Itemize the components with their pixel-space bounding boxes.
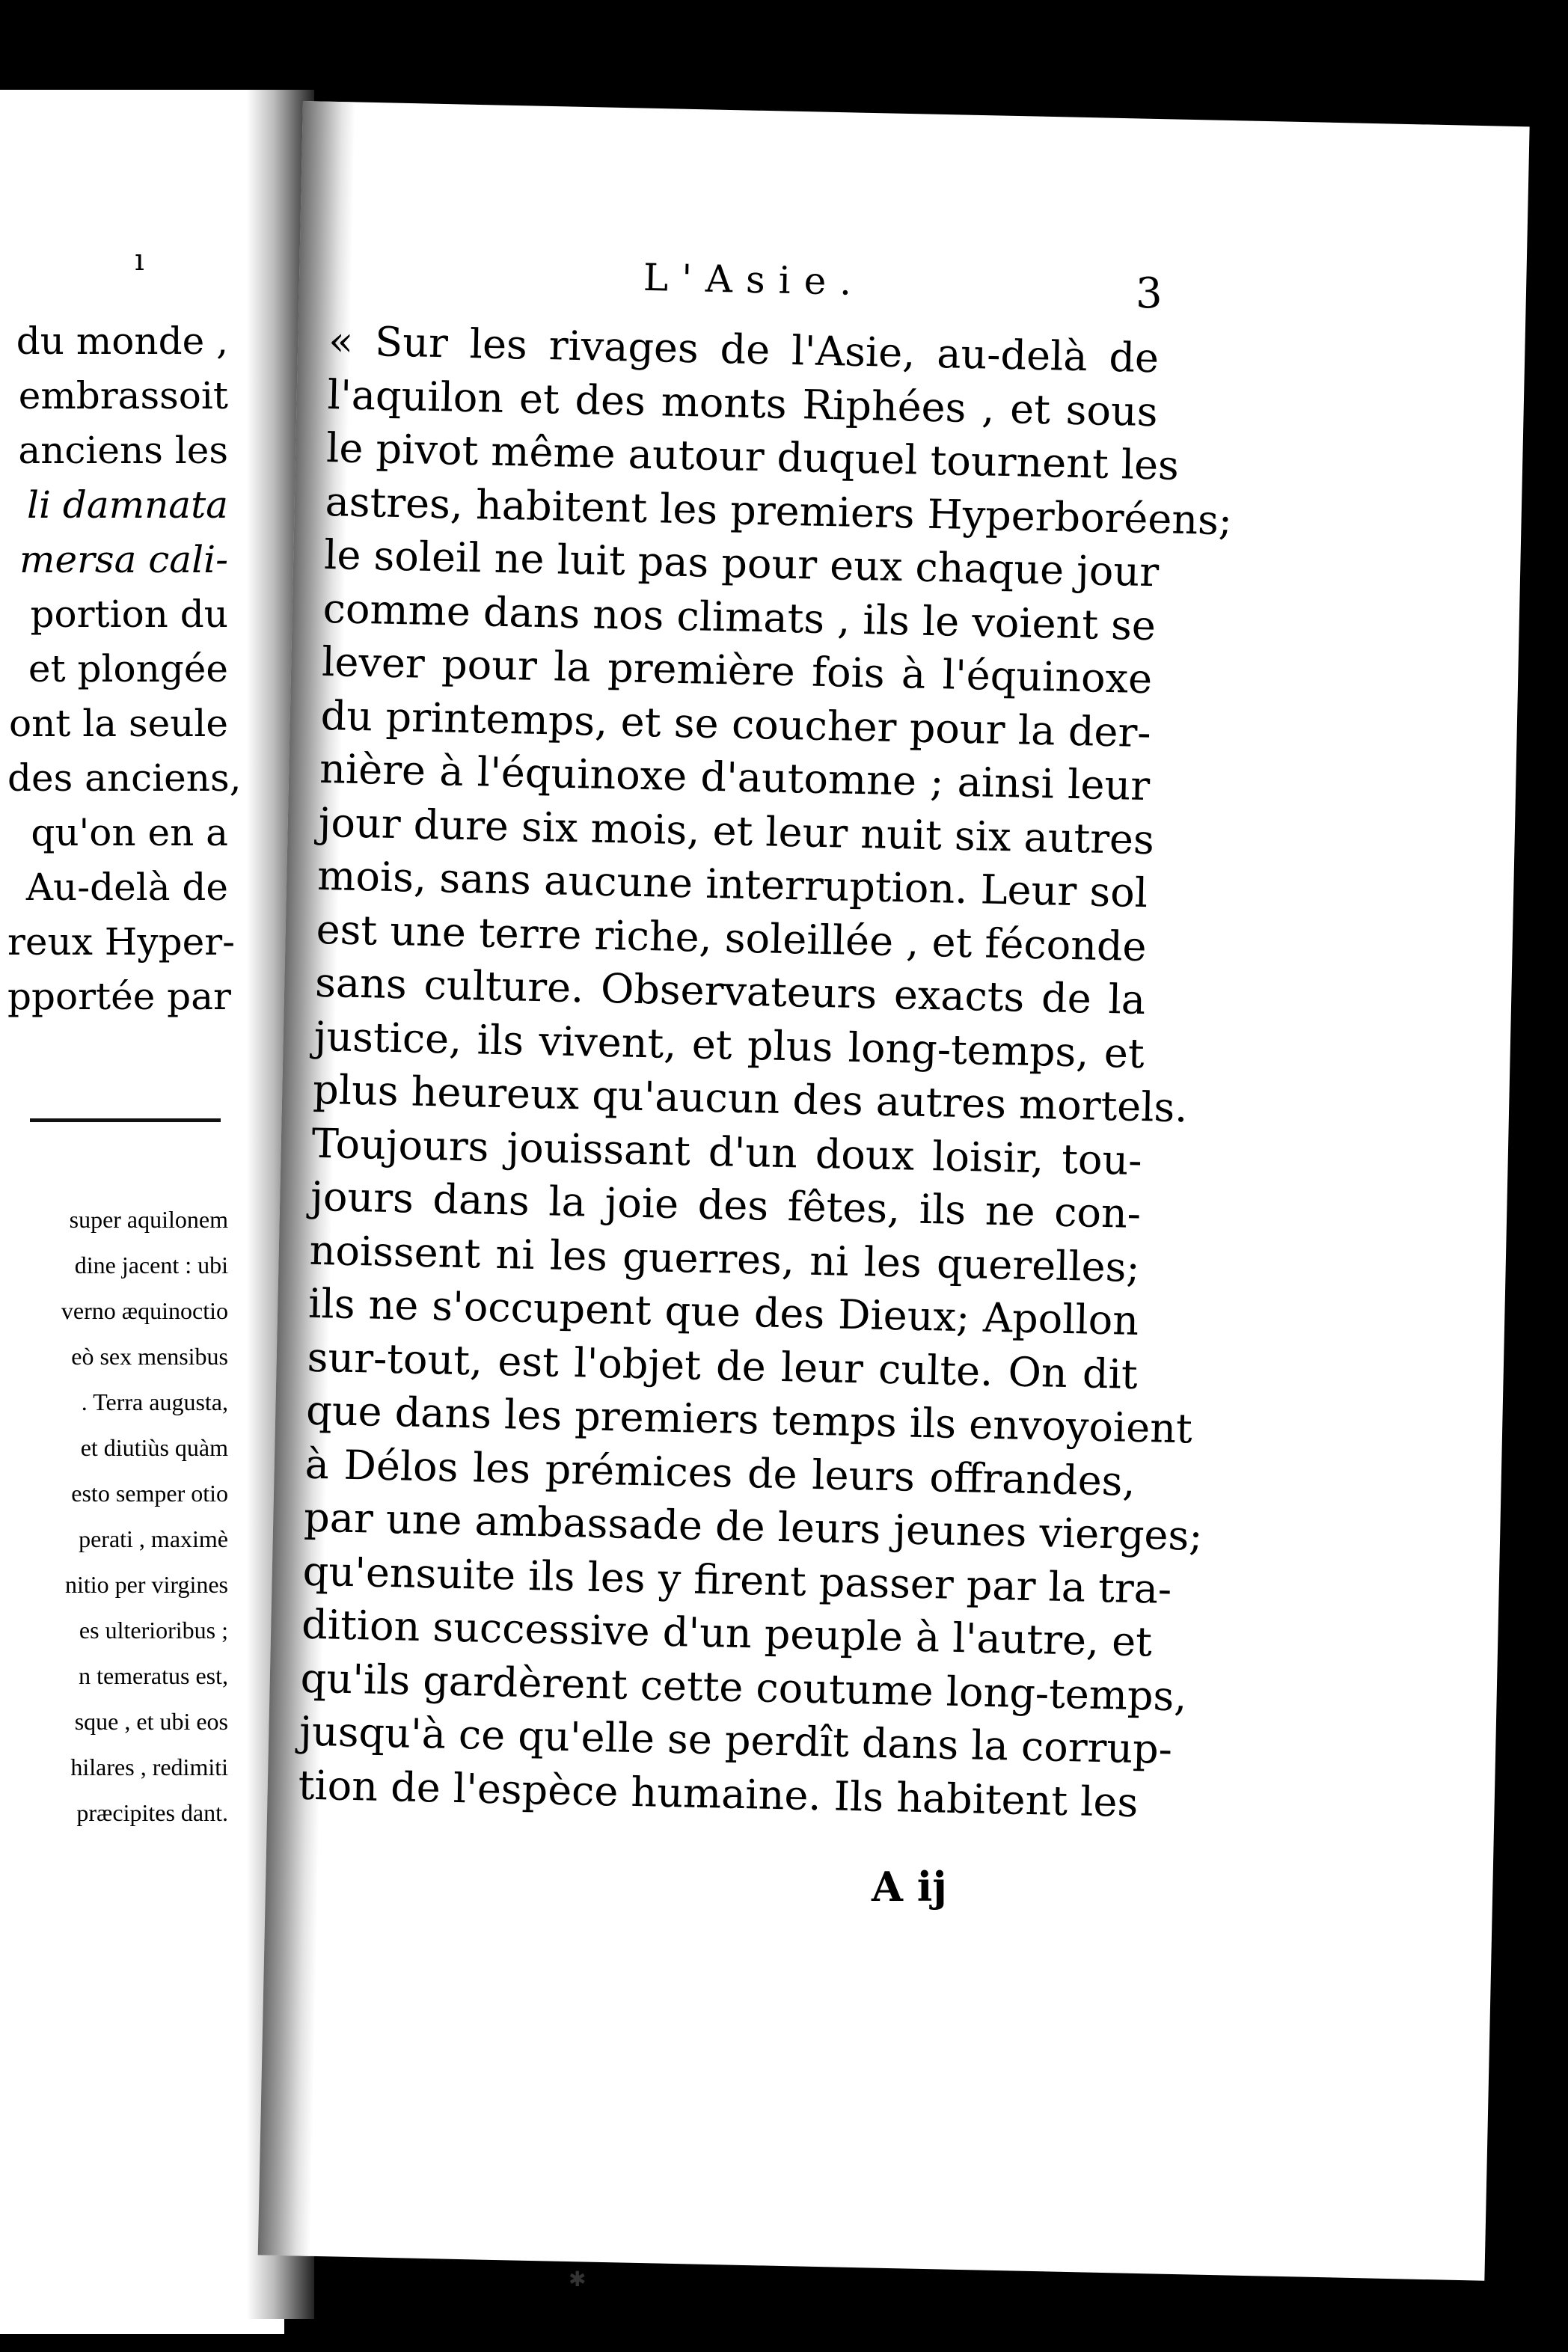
left-page-footnote-line: . Terra augusta, xyxy=(81,1388,228,1415)
left-page-footnote-line: præcipites dant. xyxy=(76,1799,228,1826)
body-line: tion de l'espèce humaine. Ils habitent les xyxy=(298,1761,1139,1826)
left-page-footnote-line: eò sex mensibus xyxy=(71,1343,228,1370)
body-line: nière à l'équinoxe d'automne ; ainsi leur xyxy=(319,744,1151,810)
left-page-line: Au-delà de xyxy=(25,866,228,909)
left-page-line: portion du xyxy=(30,592,228,636)
body-line: le soleil ne luit pas pour eux chaque jour xyxy=(323,530,1160,596)
body-line: lever pour la première fois à l'équinoxe xyxy=(321,637,1153,703)
left-page-line: embrassoit xyxy=(18,374,228,417)
body-line: jours dans la joie des fêtes, ils ne con- xyxy=(310,1172,1142,1237)
left-page-line: pportée par xyxy=(7,975,231,1018)
body-line: dition successive d'un peuple à l'autre, et xyxy=(301,1600,1153,1666)
left-page-footnote-line: et diutiùs quàm xyxy=(80,1434,228,1461)
body-line: à Délos les prémices de leurs offrandes, xyxy=(304,1440,1136,1505)
left-page-footnote-line: hilares , redimiti xyxy=(70,1754,228,1780)
left-page-line: des anciens, xyxy=(7,756,242,800)
left-page-text xyxy=(7,314,242,1024)
left-page-line: mersa cali- xyxy=(19,538,228,581)
body-line: mois, sans aucune interruption. Leur sol xyxy=(316,851,1148,917)
footnote-rule xyxy=(30,1118,221,1122)
left-page-line: anciens les xyxy=(18,429,228,472)
left-page-mark: ı xyxy=(135,243,144,278)
left-page-footnote-line: perati , maximè xyxy=(79,1525,228,1552)
body-line: du printemps, et se coucher pour la der- xyxy=(320,691,1152,756)
left-page-footnote-line: verno æquinoctio xyxy=(61,1297,228,1324)
body-line: jour dure six mois, et leur nuit six autres xyxy=(318,798,1155,863)
page-number: 3 xyxy=(1136,269,1163,318)
body-line: astres, habitent les premiers Hyperboréens; xyxy=(325,477,1233,544)
body-line: sur-tout, est l'objet de leur culte. On dit xyxy=(307,1333,1139,1398)
body-line: comme dans nos climats , ils le voient se xyxy=(322,584,1157,649)
left-page-footnote-line: n temeratus est, xyxy=(79,1662,228,1689)
body-line: justice, ils vivent, et plus long-temps, et xyxy=(313,1012,1145,1077)
left-page-footnotes xyxy=(7,1197,228,1836)
left-page-line: li damnata xyxy=(26,483,228,527)
left-page-footnote-line: super aquilonem xyxy=(69,1206,228,1233)
body-line: jusqu'à ce qu'elle se perdît dans la corrup- xyxy=(298,1707,1173,1774)
left-page-footnote-line: esto semper otio xyxy=(71,1480,228,1507)
left-page-line: qu'on en a xyxy=(31,811,228,854)
body-line: qu'ils gardèrent cette coutume long-temps, xyxy=(300,1654,1188,1720)
body-line: qu'ensuite ils les y firent passer par la tra- xyxy=(302,1547,1172,1613)
running-head: L'Asie. xyxy=(643,255,866,304)
left-page-line: ont la seule xyxy=(8,702,228,745)
left-page-line: du monde , xyxy=(16,319,228,363)
scan-speck: ✱ xyxy=(569,2267,587,2291)
left-page-footnote-line: nitio per virgines xyxy=(64,1571,228,1598)
body-line: que dans les premiers temps ils envoyoient xyxy=(305,1386,1193,1453)
signature-mark: A ij xyxy=(872,1863,947,1911)
body-line: ils ne s'occupent que des Dieux; Apollon xyxy=(307,1279,1139,1344)
body-line: Toujours jouissant d'un doux loisir, tou- xyxy=(311,1119,1143,1184)
body-line: est une terre riche, soleillée , et féconde xyxy=(316,905,1148,970)
body-line: plus heureux qu'aucun des autres mortels. xyxy=(312,1065,1189,1132)
body-line: sans culture. Observateurs exacts de la xyxy=(314,958,1146,1024)
body-line: noissent ni les guerres, ni les querelles; xyxy=(309,1226,1141,1291)
left-page-line: et plongée xyxy=(28,647,228,690)
body-line: l'aquilon et des monts Riphées , et sous xyxy=(327,370,1159,435)
left-page-footnote-line: dine jacent : ubi xyxy=(74,1252,228,1278)
body-line: par une ambassade de leurs jeunes vierges; xyxy=(303,1493,1204,1560)
body-line: « Sur les rivages de l'Asie, au-delà de xyxy=(328,316,1160,382)
body-line: le pivot même autour duquel tournent les xyxy=(325,423,1180,489)
left-page-footnote-line: es ulterioribus ; xyxy=(79,1617,228,1644)
body-text xyxy=(298,314,1233,1829)
left-page-line: reux Hyper- xyxy=(7,920,236,964)
left-page-footnote-line: sque , et ubi eos xyxy=(74,1708,228,1735)
